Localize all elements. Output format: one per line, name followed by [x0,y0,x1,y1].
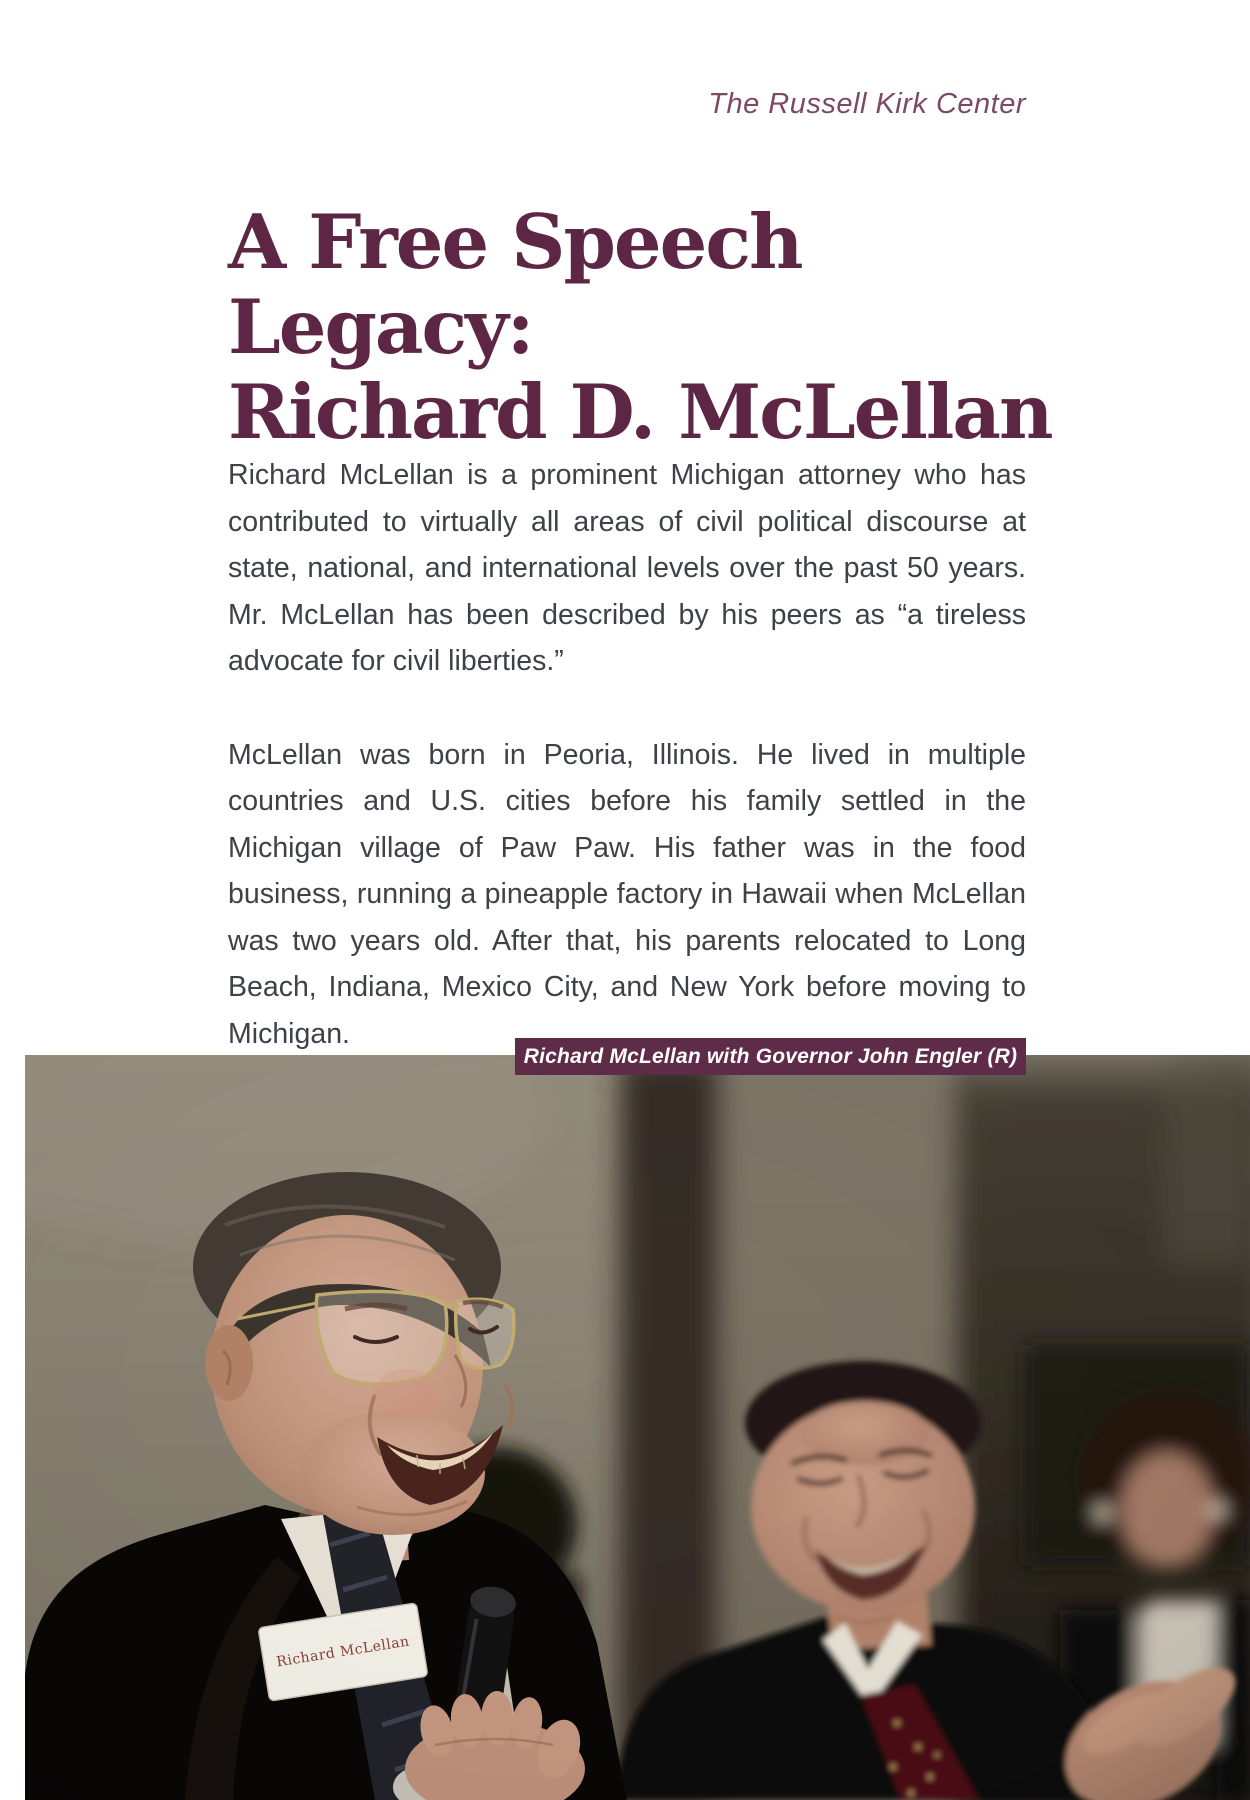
title-line-3: Richard D. McLellan [228,368,1052,456]
paragraph-2: McLellan was born in Peoria, Illinois. He lived in multiple countries and U.S. cities before his family settled in the Michigan village of Paw Paw. His father was in the food business, running a pineapple factory in Hawaii when McLellan was two years old. After that, his parents relocated to Long Beach, Indiana, Mexico City, and New York before moving to Michigan. [228,738,1026,1050]
article-title [228,198,1052,456]
title-line-2: Legacy: [228,283,533,371]
article-body [228,452,1026,1104]
photo-illustration [25,1055,1250,1800]
photo-vignette [25,1055,1250,1800]
title-line-1: A Free Speech [228,198,802,286]
paragraph-1: Richard McLellan is a prominent Michigan attorney who has contributed to virtually all areas of civil political discourse at state, national, and international levels over the past 50 years. Mr. McLellan has been described by his peers as “a tireless advocate for civil liberties.” [228,459,1026,677]
photo-caption: Richard McLellan with Governor John Engler (R) [515,1038,1026,1075]
publication-name: The Russell Kirk Center [708,88,1026,120]
event-photo [25,1055,1250,1800]
